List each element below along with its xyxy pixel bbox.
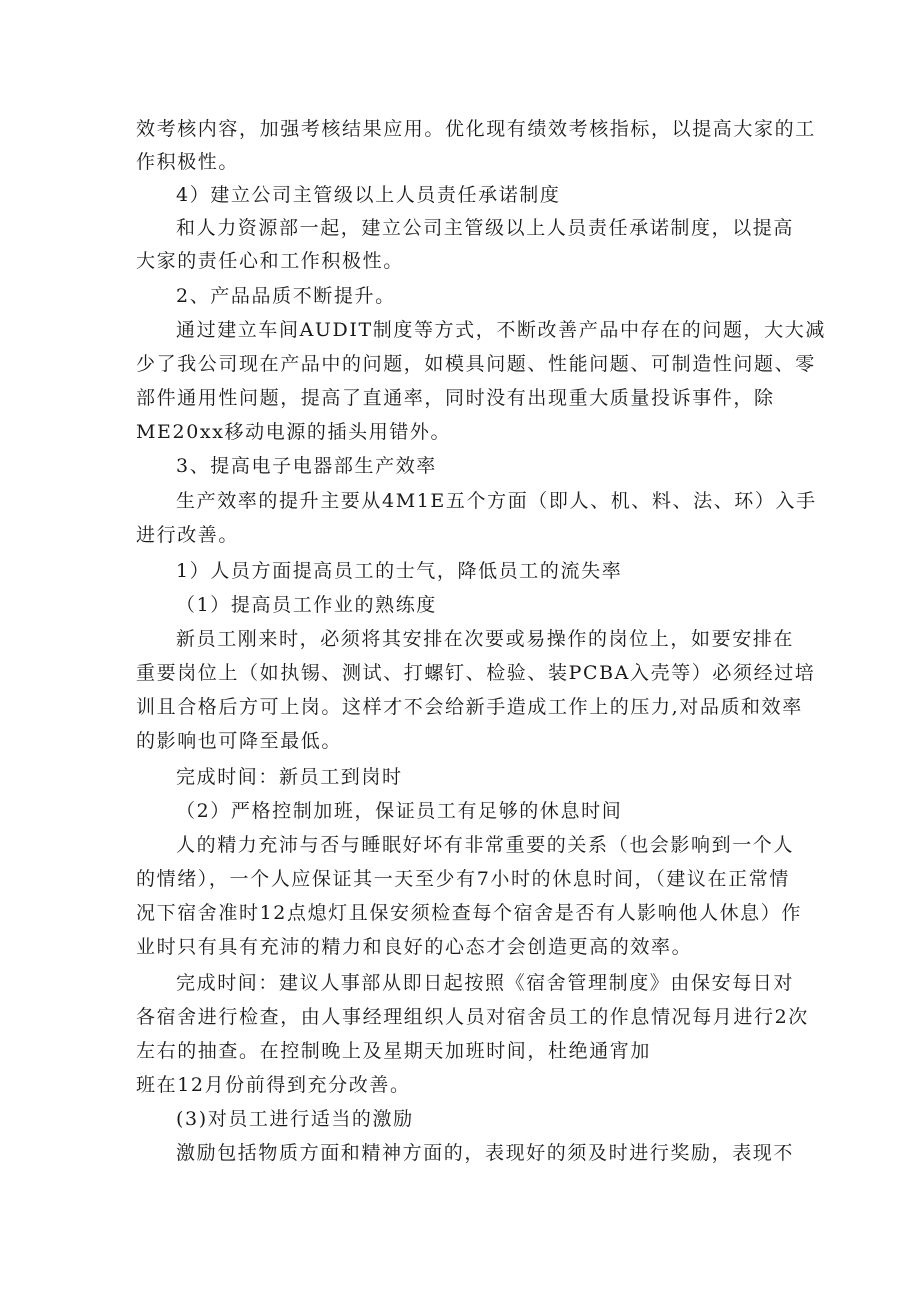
text-line: 部件通用性问题，提高了直通率，同时没有出现重大质量投诉事件，除 — [136, 387, 775, 409]
text-line: 况下宿舍准时12点熄灯且保安须检查每个宿舍是否有人影响他人休息）作 — [136, 902, 802, 924]
text-line: 班在12月份前得到充分改善。 — [136, 1074, 411, 1096]
subsection-heading: （2）严格控制加班，保证员工有足够的休息时间 — [176, 800, 623, 822]
text-line: 的情绪），一个人应保证其一天至少有7小时的休息时间，（建议在正常情 — [136, 868, 790, 890]
text-line: 通过建立车间AUDIT制度等方式，不断改善产品中存在的问题，大大减 — [176, 319, 826, 341]
text-line: 各宿舍进行检查，由人事经理组织人员对宿舍员工的作息情况每月进行2次 — [136, 1006, 809, 1028]
text-line: 进行改善。 — [136, 524, 240, 546]
text-line: ME20xx移动电源的插头用错外。 — [136, 421, 452, 443]
text-line: 效考核内容，加强考核结果应用。优化现有绩效考核指标，以提高大家的工 — [136, 118, 816, 140]
section-heading: 2、产品品质不断提升。 — [176, 285, 396, 307]
section-heading: 3、提高电子电器部生产效率 — [176, 455, 437, 477]
section-heading: 1）人员方面提高员工的士气，降低员工的流失率 — [176, 560, 623, 582]
text-line: 左右的抽查。在控制晚上及星期天加班时间，杜绝通宵加 — [136, 1040, 652, 1062]
text-line: 激励包括物质方面和精神方面的，表现好的须及时进行奖励，表现不 — [176, 1142, 795, 1164]
text-line: 完成时间：建议人事部从即日起按照《宿舍管理制度》由保安每日对 — [176, 972, 795, 994]
text-line: 作积极性。 — [136, 151, 240, 173]
text-line: 业时只有具有充沛的精力和良好的心态才会创造更高的效率。 — [136, 936, 693, 958]
text-line: 少了我公司现在产品中的问题，如模具问题、性能问题、可制造性问题、零 — [136, 353, 816, 375]
text-line: 大家的责任心和工作积极性。 — [136, 250, 404, 272]
text-line: 生产效率的提升主要从4M1E五个方面（即人、机、料、法、环）入手 — [176, 490, 817, 512]
text-line: 和人力资源部一起，建立公司主管级以上人员责任承诺制度，以提高 — [176, 217, 795, 239]
text-line: 人的精力充沛与否与睡眠好坏有非常重要的关系（也会影响到一个人 — [176, 834, 795, 856]
text-line: 新员工刚来时，必须将其安排在次要或易操作的岗位上，如要安排在 — [176, 628, 795, 650]
text-line: 重要岗位上（如执锡、测试、打螺钉、检验、装PCBA入壳等）必须经过培 — [136, 662, 816, 684]
subsection-heading: (3)对员工进行适当的激励 — [176, 1108, 414, 1130]
section-heading: 4）建立公司主管级以上人员责任承诺制度 — [176, 184, 561, 206]
text-line: 训且合格后方可上岗。这样才不会给新手造成工作上的压力,对品质和效率 — [136, 696, 803, 718]
text-line: 的影响也可降至最低。 — [136, 730, 343, 752]
subsection-heading: （1）提高员工作业的熟练度 — [176, 594, 437, 616]
text-line: 完成时间：新员工到岗时 — [176, 766, 403, 788]
